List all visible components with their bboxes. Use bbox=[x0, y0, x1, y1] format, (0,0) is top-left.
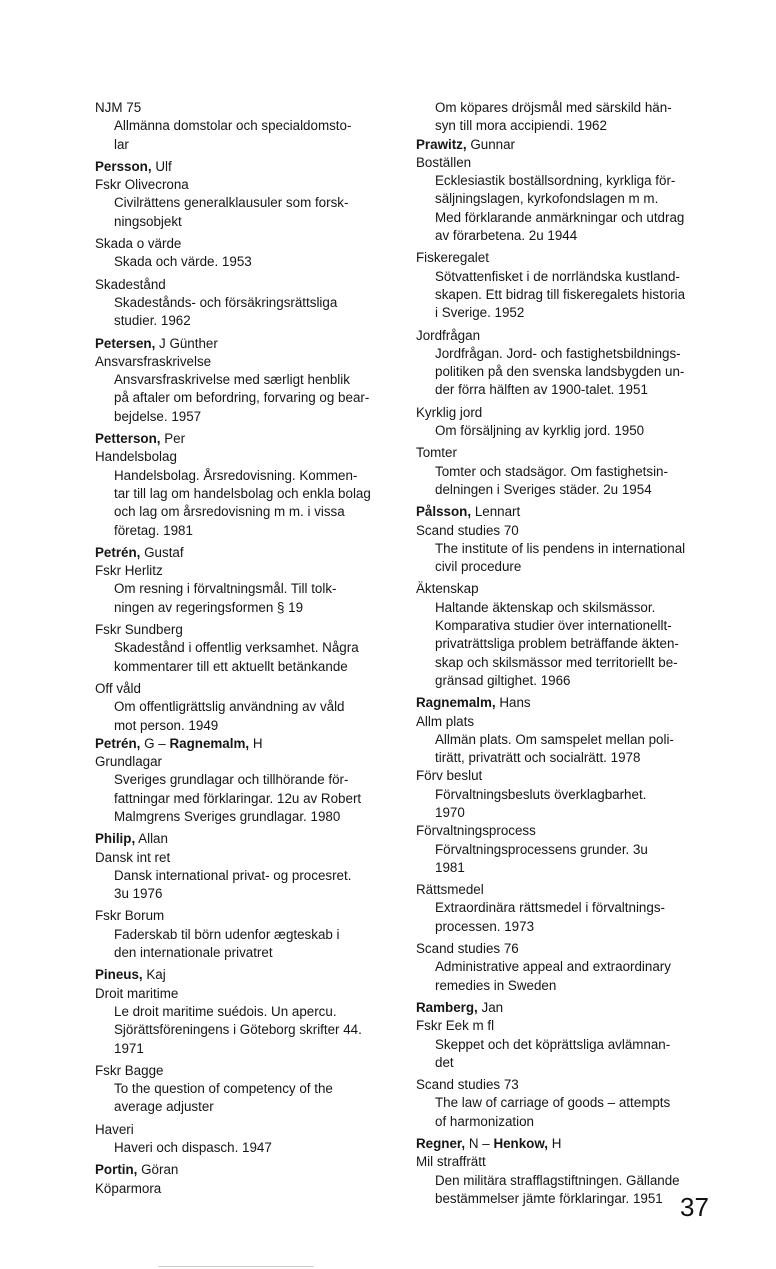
source-label: Förv beslut bbox=[416, 768, 483, 784]
title-line: gränsad giltighet. 1966 bbox=[435, 672, 571, 688]
source-label: Haveri bbox=[95, 1121, 134, 1137]
author-given: H bbox=[252, 735, 263, 751]
author-given: Gustaf bbox=[144, 544, 184, 560]
title-line: Sjörättsföreningens i Göteborg skrifter 44. bbox=[114, 1022, 362, 1038]
source-label: Grundlagar bbox=[95, 754, 162, 770]
title-line: Handelsbolag. Årsredovisning. Kommen- bbox=[114, 467, 358, 483]
title-line: syn till mora accipiendi. 1962 bbox=[435, 118, 607, 134]
title-line: kommentarer till ett aktuellt betänkande bbox=[114, 658, 348, 674]
title-line: ningen av regeringsformen § 19 bbox=[114, 599, 304, 615]
author-given: Jan bbox=[481, 999, 504, 1015]
author-portin bbox=[95, 1161, 395, 1198]
author-surname: Ragnemalm, bbox=[416, 695, 496, 711]
title-line: remedies in Sweden bbox=[435, 977, 557, 993]
title-line: den internationale privatret bbox=[114, 945, 273, 961]
title-line: Civilrättens generalklausuler som forsk- bbox=[114, 195, 349, 211]
title-line: Dansk international privat- og procesret. bbox=[114, 867, 352, 883]
author-heading bbox=[416, 503, 716, 521]
author-surname: Petrén, bbox=[95, 544, 141, 560]
author-heading bbox=[416, 136, 716, 154]
title-line: skap och skilsmässor med territoriellt be- bbox=[435, 654, 678, 670]
author-petren bbox=[95, 544, 395, 735]
title-line: det bbox=[435, 1054, 454, 1070]
author-heading bbox=[95, 1161, 395, 1179]
title-line: Malmgrens Sveriges grundlagar. 1980 bbox=[114, 808, 341, 824]
title-line: of harmonization bbox=[435, 1113, 534, 1129]
title-line: The law of carriage of goods – attempts bbox=[435, 1095, 671, 1111]
title-line: Allmän plats. Om samspelet mellan poli- bbox=[435, 731, 674, 747]
title-line: fattningar med förklaringar. 12u av Robert bbox=[114, 790, 362, 806]
source-label: Dansk int ret bbox=[95, 849, 171, 865]
title-line: Skadestånds- och försäkringsrättsliga bbox=[114, 294, 338, 310]
author-given: Göran bbox=[141, 1162, 179, 1178]
title-line: processen. 1973 bbox=[435, 918, 535, 934]
title-line: Om försäljning av kyrklig jord. 1950 bbox=[435, 423, 645, 439]
title-line: 1971 bbox=[114, 1040, 144, 1056]
author-heading bbox=[95, 830, 395, 848]
title-line: bestämmelser jämte förklaringar. 1951 bbox=[435, 1190, 663, 1206]
right-column bbox=[416, 99, 716, 1208]
author-prawitz bbox=[416, 136, 716, 500]
source-label: Scand studies 73 bbox=[416, 1077, 519, 1093]
title-line: studier. 1962 bbox=[114, 313, 191, 329]
title-line: av förarbetena. 2u 1944 bbox=[435, 228, 578, 244]
author-surname: Prawitz, bbox=[416, 136, 467, 152]
title-line: Skeppet och det köprättsliga avlämnan- bbox=[435, 1036, 671, 1052]
entry-portin-continued bbox=[416, 99, 716, 136]
author-given: Gunnar bbox=[470, 136, 516, 152]
title-line: skapen. Ett bidrag till fiskeregalets historia bbox=[435, 286, 686, 302]
title-line: average adjuster bbox=[114, 1099, 214, 1115]
source-label: Äktenskap bbox=[416, 581, 479, 597]
title-line: Haveri och dispasch. 1947 bbox=[114, 1140, 272, 1156]
left-column bbox=[95, 99, 395, 1198]
source-label: Off våld bbox=[95, 680, 141, 696]
author-philip bbox=[95, 830, 395, 962]
source-label: Fskr Olivecrona bbox=[95, 177, 189, 193]
author-surname: Petrén, bbox=[95, 735, 141, 751]
author-heading bbox=[416, 999, 716, 1017]
title-line: The institute of lis pendens in international bbox=[435, 540, 686, 556]
author-given: N – bbox=[468, 1136, 490, 1152]
author-surname: Pineus, bbox=[95, 967, 143, 983]
title-line: 1981 bbox=[435, 859, 465, 875]
title-line: Den militära strafflagstiftningen. Gällande bbox=[435, 1172, 680, 1188]
author-given: Ulf bbox=[155, 158, 172, 174]
footer-rule bbox=[158, 1266, 314, 1267]
source-label: Scand studies 76 bbox=[416, 941, 519, 957]
source-label: Fskr Herlitz bbox=[95, 563, 163, 579]
source-label: Skadestånd bbox=[95, 276, 166, 292]
source-label: Allm plats bbox=[416, 713, 475, 729]
author-given: Allan bbox=[138, 831, 168, 847]
source-label: Rättsmedel bbox=[416, 882, 484, 898]
title-line: Skada och värde. 1953 bbox=[114, 254, 252, 270]
author-surname: Regner, bbox=[416, 1136, 466, 1152]
author-given: G – bbox=[144, 735, 166, 751]
source-label: Skada o värde bbox=[95, 236, 182, 252]
source-label: Scand studies 70 bbox=[416, 522, 519, 538]
author-given: Hans bbox=[499, 695, 531, 711]
source-label: Tomter bbox=[416, 445, 457, 461]
title-line: Förvaltningsbesluts överklagbarhet. bbox=[435, 786, 647, 802]
author-regner-henkow bbox=[416, 1135, 716, 1208]
title-line: Förvaltningsprocessens grunder. 3u bbox=[435, 841, 648, 857]
author-heading bbox=[416, 694, 716, 712]
author-surname: Petersen, bbox=[95, 335, 156, 351]
title-line: Le droit maritime suédois. Un apercu. bbox=[114, 1003, 337, 1019]
title-line: ningsobjekt bbox=[114, 213, 182, 229]
author-given: Lennart bbox=[474, 504, 521, 520]
title-line: i Sverige. 1952 bbox=[435, 305, 525, 321]
title-line: Jordfrågan. Jord- och fastighetsbildnings- bbox=[435, 345, 681, 361]
author-persson bbox=[95, 158, 395, 331]
title-line: Administrative appeal and extraordinary bbox=[435, 959, 671, 975]
title-line: delningen i Sveriges städer. 2u 1954 bbox=[435, 481, 652, 497]
title-line: 3u 1976 bbox=[114, 886, 163, 902]
author-surname: Ragnemalm, bbox=[169, 735, 250, 751]
title-line: företag. 1981 bbox=[114, 522, 193, 538]
entry-njm75 bbox=[95, 99, 395, 154]
author-pineus bbox=[95, 966, 395, 1157]
title-line: Om offentligrättslig användning av våld bbox=[114, 699, 345, 715]
author-heading bbox=[95, 158, 395, 176]
title-line: Haltande äktenskap och skilsmässor. bbox=[435, 599, 656, 615]
source-label: Handelsbolag bbox=[95, 449, 177, 465]
title-line: Ecklesiastik boställsordning, kyrkliga för- bbox=[435, 173, 676, 189]
source-label: Mil straffrätt bbox=[416, 1154, 486, 1170]
author-surname: Pålsson, bbox=[416, 504, 472, 520]
author-ragnemalm bbox=[416, 694, 716, 995]
title-line: Extraordinära rättsmedel i förvaltnings- bbox=[435, 900, 665, 916]
title-line: Om köpares dröjsmål med särskild hän- bbox=[435, 100, 672, 115]
title-line: mot person. 1949 bbox=[114, 717, 219, 733]
author-surname: Portin, bbox=[95, 1162, 138, 1178]
author-given: Kaj bbox=[146, 967, 166, 983]
title-line: privaträttsliga problem beträffande äkten- bbox=[435, 636, 679, 652]
title-line: politiken på den svenska landsbygden un- bbox=[435, 364, 685, 380]
title-line: Komparativa studier över internationellt- bbox=[435, 618, 672, 634]
title-line: tirätt, privaträtt och socialrätt. 1978 bbox=[435, 750, 641, 766]
author-heading bbox=[95, 430, 395, 448]
title-line: Faderskab til börn udenfor ægteskab i bbox=[114, 926, 340, 942]
title-line: Allmänna domstolar och specialdomsto- bbox=[114, 118, 352, 134]
source-label: Boställen bbox=[416, 154, 472, 170]
author-petersen bbox=[95, 335, 395, 426]
title-line: tar till lag om handelsbolag och enkla bolag bbox=[114, 485, 371, 501]
author-palsson bbox=[416, 503, 716, 690]
source-label: Fskr Eek m fl bbox=[416, 1018, 495, 1034]
author-heading bbox=[95, 735, 395, 753]
title-line: lar bbox=[114, 136, 129, 152]
title-line: der förra hälften av 1900-talet. 1951 bbox=[435, 382, 648, 398]
source-label: Droit maritime bbox=[95, 985, 179, 1001]
title-line: Om resning i förvaltningsmål. Till tolk- bbox=[114, 581, 337, 597]
author-given: Per bbox=[164, 431, 186, 447]
author-surname: Philip, bbox=[95, 831, 136, 847]
source-label: NJM 75 bbox=[95, 100, 142, 115]
title-line: Ansvarsfraskrivelse med særligt henblik bbox=[114, 372, 350, 388]
title-line: civil procedure bbox=[435, 559, 522, 575]
source-label: Ansvarsfraskrivelse bbox=[95, 353, 212, 369]
author-surname: Petterson, bbox=[95, 431, 161, 447]
title-line: Skadestånd i offentlig verksamhet. Några bbox=[114, 640, 359, 656]
title-line: Med förklarande anmärkningar och utdrag bbox=[435, 209, 685, 225]
title-line: på aftaler om befordring, forvaring og bear- bbox=[114, 390, 370, 406]
title-line: och lag om årsredovisning m m. i vissa bbox=[114, 504, 345, 520]
title-line: bejdelse. 1957 bbox=[114, 408, 202, 424]
title-line: Sötvattenfisket i de norrländska kustland- bbox=[435, 268, 680, 284]
title-line: Sveriges grundlagar och tillhörande för- bbox=[114, 772, 349, 788]
source-label: Fskr Borum bbox=[95, 908, 165, 924]
author-given: H bbox=[551, 1136, 562, 1152]
author-heading bbox=[95, 544, 395, 562]
author-given: J Günther bbox=[159, 335, 218, 351]
author-petterson bbox=[95, 430, 395, 540]
author-petren-ragnemalm bbox=[95, 735, 395, 826]
source-label: Jordfrågan bbox=[416, 327, 481, 343]
author-ramberg bbox=[416, 999, 716, 1131]
title-line: 1970 bbox=[435, 804, 465, 820]
page-number: 37 bbox=[680, 1192, 709, 1222]
source-label: Fskr Sundberg bbox=[95, 622, 183, 638]
source-label: Köparmora bbox=[95, 1180, 162, 1196]
author-heading bbox=[416, 1135, 716, 1153]
title-line: To the question of competency of the bbox=[114, 1081, 333, 1097]
title-line: säljningslagen, kyrkofondslagen m m. bbox=[435, 191, 659, 207]
title-line: Tomter och stadsägor. Om fastighetsin- bbox=[435, 463, 668, 479]
author-surname: Henkow, bbox=[493, 1136, 549, 1152]
source-label: Förvaltningsprocess bbox=[416, 823, 536, 839]
author-surname: Ramberg, bbox=[416, 999, 478, 1015]
author-surname: Persson, bbox=[95, 158, 152, 174]
author-heading bbox=[95, 966, 395, 984]
source-label: Fiskeregalet bbox=[416, 250, 489, 266]
author-heading bbox=[95, 335, 395, 353]
source-label: Fskr Bagge bbox=[95, 1062, 164, 1078]
source-label: Kyrklig jord bbox=[416, 404, 483, 420]
